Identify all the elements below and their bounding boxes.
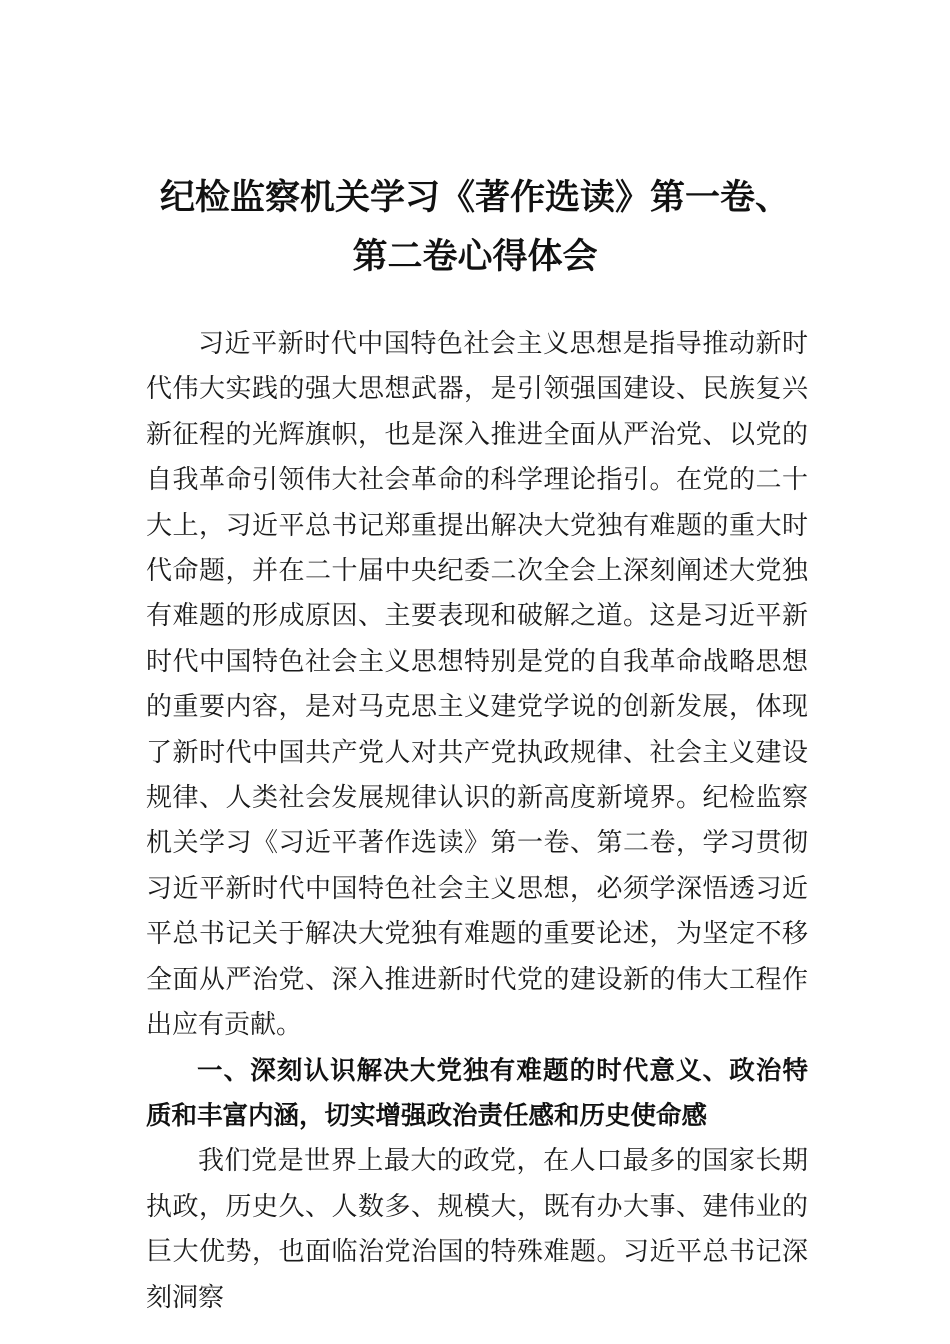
document-title [80,168,870,286]
section-1-heading: 一、深刻认识解决大党独有难题的时代意义、政治特质和丰富内涵，切实增强政治责任感和历史使命感 [146,1055,808,1131]
title-line-2: 第二卷心得体会 [352,236,598,277]
document-body [146,322,808,1321]
intro-paragraph: 习近平新时代中国特色社会主义思想是指导推动新时代伟大实践的强大思想武器，是引领强国建设、民族复兴新征程的光辉旗帜，也是深入推进全面从严治党、以党的自我革命引领伟大社会革命的科学理论指引。在党的二十大上，习近平总书记郑重提出解决大党独有难题的重大时代命题，并在二十届中央纪委二次全会上深刻阐述大党独有难题的形成原因、主要表现和破解之道。这是习近平新时代中国特色社会主义思想特别是党的自我革命战略思想的重要内容，是对马克思主义建党学说的创新发展，体现了新时代中国共产党人对共产党执政规律、社会主义建设规律、人类社会发展规律认识的新高度新境界。纪检监察机关学习《习近平著作选读》第一卷、第二卷，学习贯彻习近平新时代中国特色社会主义思想，必须学深悟透习近平总书记关于解决大党独有难题的重要论述，为坚定不移全面从严治党、深入推进新时代党的建设新的伟大工程作出应有贡献。 [146,329,808,1041]
title-line-1: 纪检监察机关学习《著作选读》第一卷、 [159,177,790,218]
section-1-paragraph: 我们党是世界上最大的政党，在人口最多的国家长期执政，历史久、人数多、规模大，既有办大事、建伟业的巨大优势，也面临治党治国的特殊难题。习近平总书记深刻洞察 [146,1146,808,1313]
